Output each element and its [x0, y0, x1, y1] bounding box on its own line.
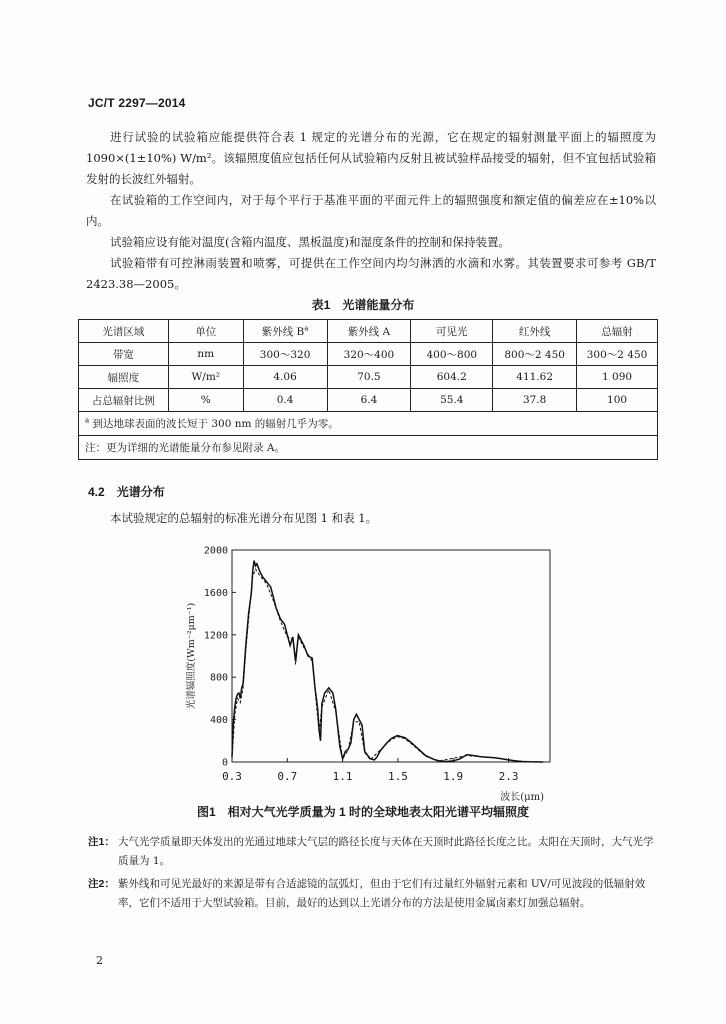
table-cell: 0.4	[243, 389, 327, 412]
note-text: 大气光学质量即天体发出的光通过地球大气层的路径长度与天体在天顶时此路径长度之比。太阳在天顶时，大气光学质量为 1。	[118, 836, 654, 867]
table-header-row	[79, 320, 658, 343]
y-tick-label: 1200	[203, 630, 228, 642]
y-tick-label: 1600	[203, 587, 228, 599]
table-cell: 70.5	[327, 366, 411, 389]
notes	[88, 833, 658, 913]
standard-number: JC/T 2297—2014	[88, 96, 186, 110]
table-cell: 6.4	[327, 389, 411, 412]
section-heading	[88, 483, 165, 500]
table-cell: 4.06	[243, 366, 327, 389]
x-tick-label: 2.3	[498, 770, 519, 783]
table-row	[79, 343, 658, 366]
table-cell: 37.8	[493, 389, 577, 412]
table-cell: %	[168, 389, 243, 412]
header-cell: 紫外线 A	[327, 320, 411, 343]
table-title: 表1 光谱能量分布	[311, 298, 415, 312]
table-cell: W/m²	[168, 366, 243, 389]
x-tick-label: 0.3	[222, 770, 242, 783]
table-cell: 55.4	[411, 389, 493, 412]
body-text	[86, 127, 656, 295]
table-cell: 604.2	[411, 366, 493, 389]
table-note-row	[79, 436, 658, 460]
paragraph: 试验箱应设有能对温度(含箱内温度、黑板温度)和湿度条件的控制和保持装置。	[110, 235, 510, 249]
table-cell: 411.62	[493, 366, 577, 389]
note	[88, 833, 658, 871]
y-tick-label: 0	[221, 757, 228, 769]
x-tick-label: 1.1	[332, 770, 353, 783]
table-row	[79, 366, 658, 389]
note-label: 注1：	[88, 836, 115, 848]
header-cell: 紫外线 $B^a$	[243, 320, 327, 343]
table-cell: 300～320	[243, 343, 327, 366]
x-tick-label: 1.5	[387, 770, 408, 783]
table-cell: 100	[577, 389, 658, 412]
y-axis-label: 光谱辐照度(Wm⁻²μm⁻¹)	[186, 602, 197, 710]
table-row	[79, 389, 658, 412]
table-cell: 320～400	[327, 343, 411, 366]
x-axis-label: 波长(μm)	[500, 792, 544, 803]
page-number: 2	[96, 954, 103, 967]
table-footnote: $^a$ 到达地球表面的波长短于 300 nm 的辐射几乎为零。	[79, 412, 658, 436]
table-cell: 400～800	[411, 343, 493, 366]
paragraph: 进行试验的试验箱应能提供符合表 1 规定的光谱分布的光源，它在规定的辐射测量平面上的辐照度为 1090×(1±10%) W/m²。该辐照度值应包括任何从试验箱内反射且被试验样品接受的辐射，但不宜包括试验箱发射的长波红外辐射。	[86, 130, 656, 186]
table-cell: nm	[168, 343, 243, 366]
header-cell: 单位	[168, 320, 243, 343]
chart-axes	[232, 550, 550, 762]
y-tick-label: 400	[209, 715, 228, 727]
header-cell: 光谱区域	[79, 320, 169, 343]
spectrum-chart	[180, 540, 560, 805]
table-cell: 带宽	[79, 343, 169, 366]
header-cell: 总辐射	[577, 320, 658, 343]
note	[88, 875, 658, 913]
section-number: 4.2	[88, 485, 105, 499]
paragraph: 试验箱带有可控淋雨装置和喷雾，可提供在工作空间内均匀淋洒的水滴和水雾。其装置要求可参考 GB/T 2423.38—2005。	[86, 256, 656, 291]
note-text: 紫外线和可见光最好的来源是带有合适滤镜的氙弧灯，但由于它们有过量红外辐射元素和 UV/可见波段的低辐射效率，它们不适用于大型试验箱。目前，最好的达到以上光谱分布的方法是使用金属卤素灯加强总辐射。	[118, 878, 646, 909]
footnote-mark: a	[304, 324, 309, 332]
spectrum-table	[78, 319, 658, 460]
footnote-mark: a	[85, 416, 90, 425]
chart-series	[232, 561, 543, 762]
chart-labels	[185, 546, 544, 804]
table-cell: 占总辐射比例	[79, 389, 169, 412]
y-tick-label: 2000	[203, 545, 228, 557]
note-label: 注2：	[88, 878, 115, 890]
series-line-solid	[232, 561, 543, 762]
series-line-dashed	[232, 569, 543, 762]
table-cell: 1 090	[577, 366, 658, 389]
table-footnote-row	[79, 412, 658, 436]
paragraph: 在试验箱的工作空间内，对于每个平行于基准平面的平面元件上的辐照强度和额定值的偏差应在±10%以内。	[86, 193, 656, 228]
header-cell: 红外线	[493, 320, 577, 343]
header-cell: 可见光	[411, 320, 493, 343]
table-note: 注：更为详细的光谱能量分布参见附录 A。	[79, 436, 658, 460]
section-text: 本试验规定的总辐射的标准光谱分布见图 1 和表 1。	[110, 511, 378, 525]
figure-caption: 图1 相对大气光学质量为 1 时的全球地表太阳光谱平均辐照度	[196, 805, 530, 819]
table-cell: 辐照度	[79, 366, 169, 389]
x-tick-label: 0.7	[277, 770, 298, 783]
x-tick-label: 1.9	[443, 770, 464, 783]
y-tick-label: 800	[209, 672, 228, 684]
section-title: 光谱分布	[116, 485, 165, 499]
table-cell: 800～2 450	[493, 343, 577, 366]
plot-frame	[232, 550, 550, 762]
table-cell: 300～2 450	[577, 343, 658, 366]
